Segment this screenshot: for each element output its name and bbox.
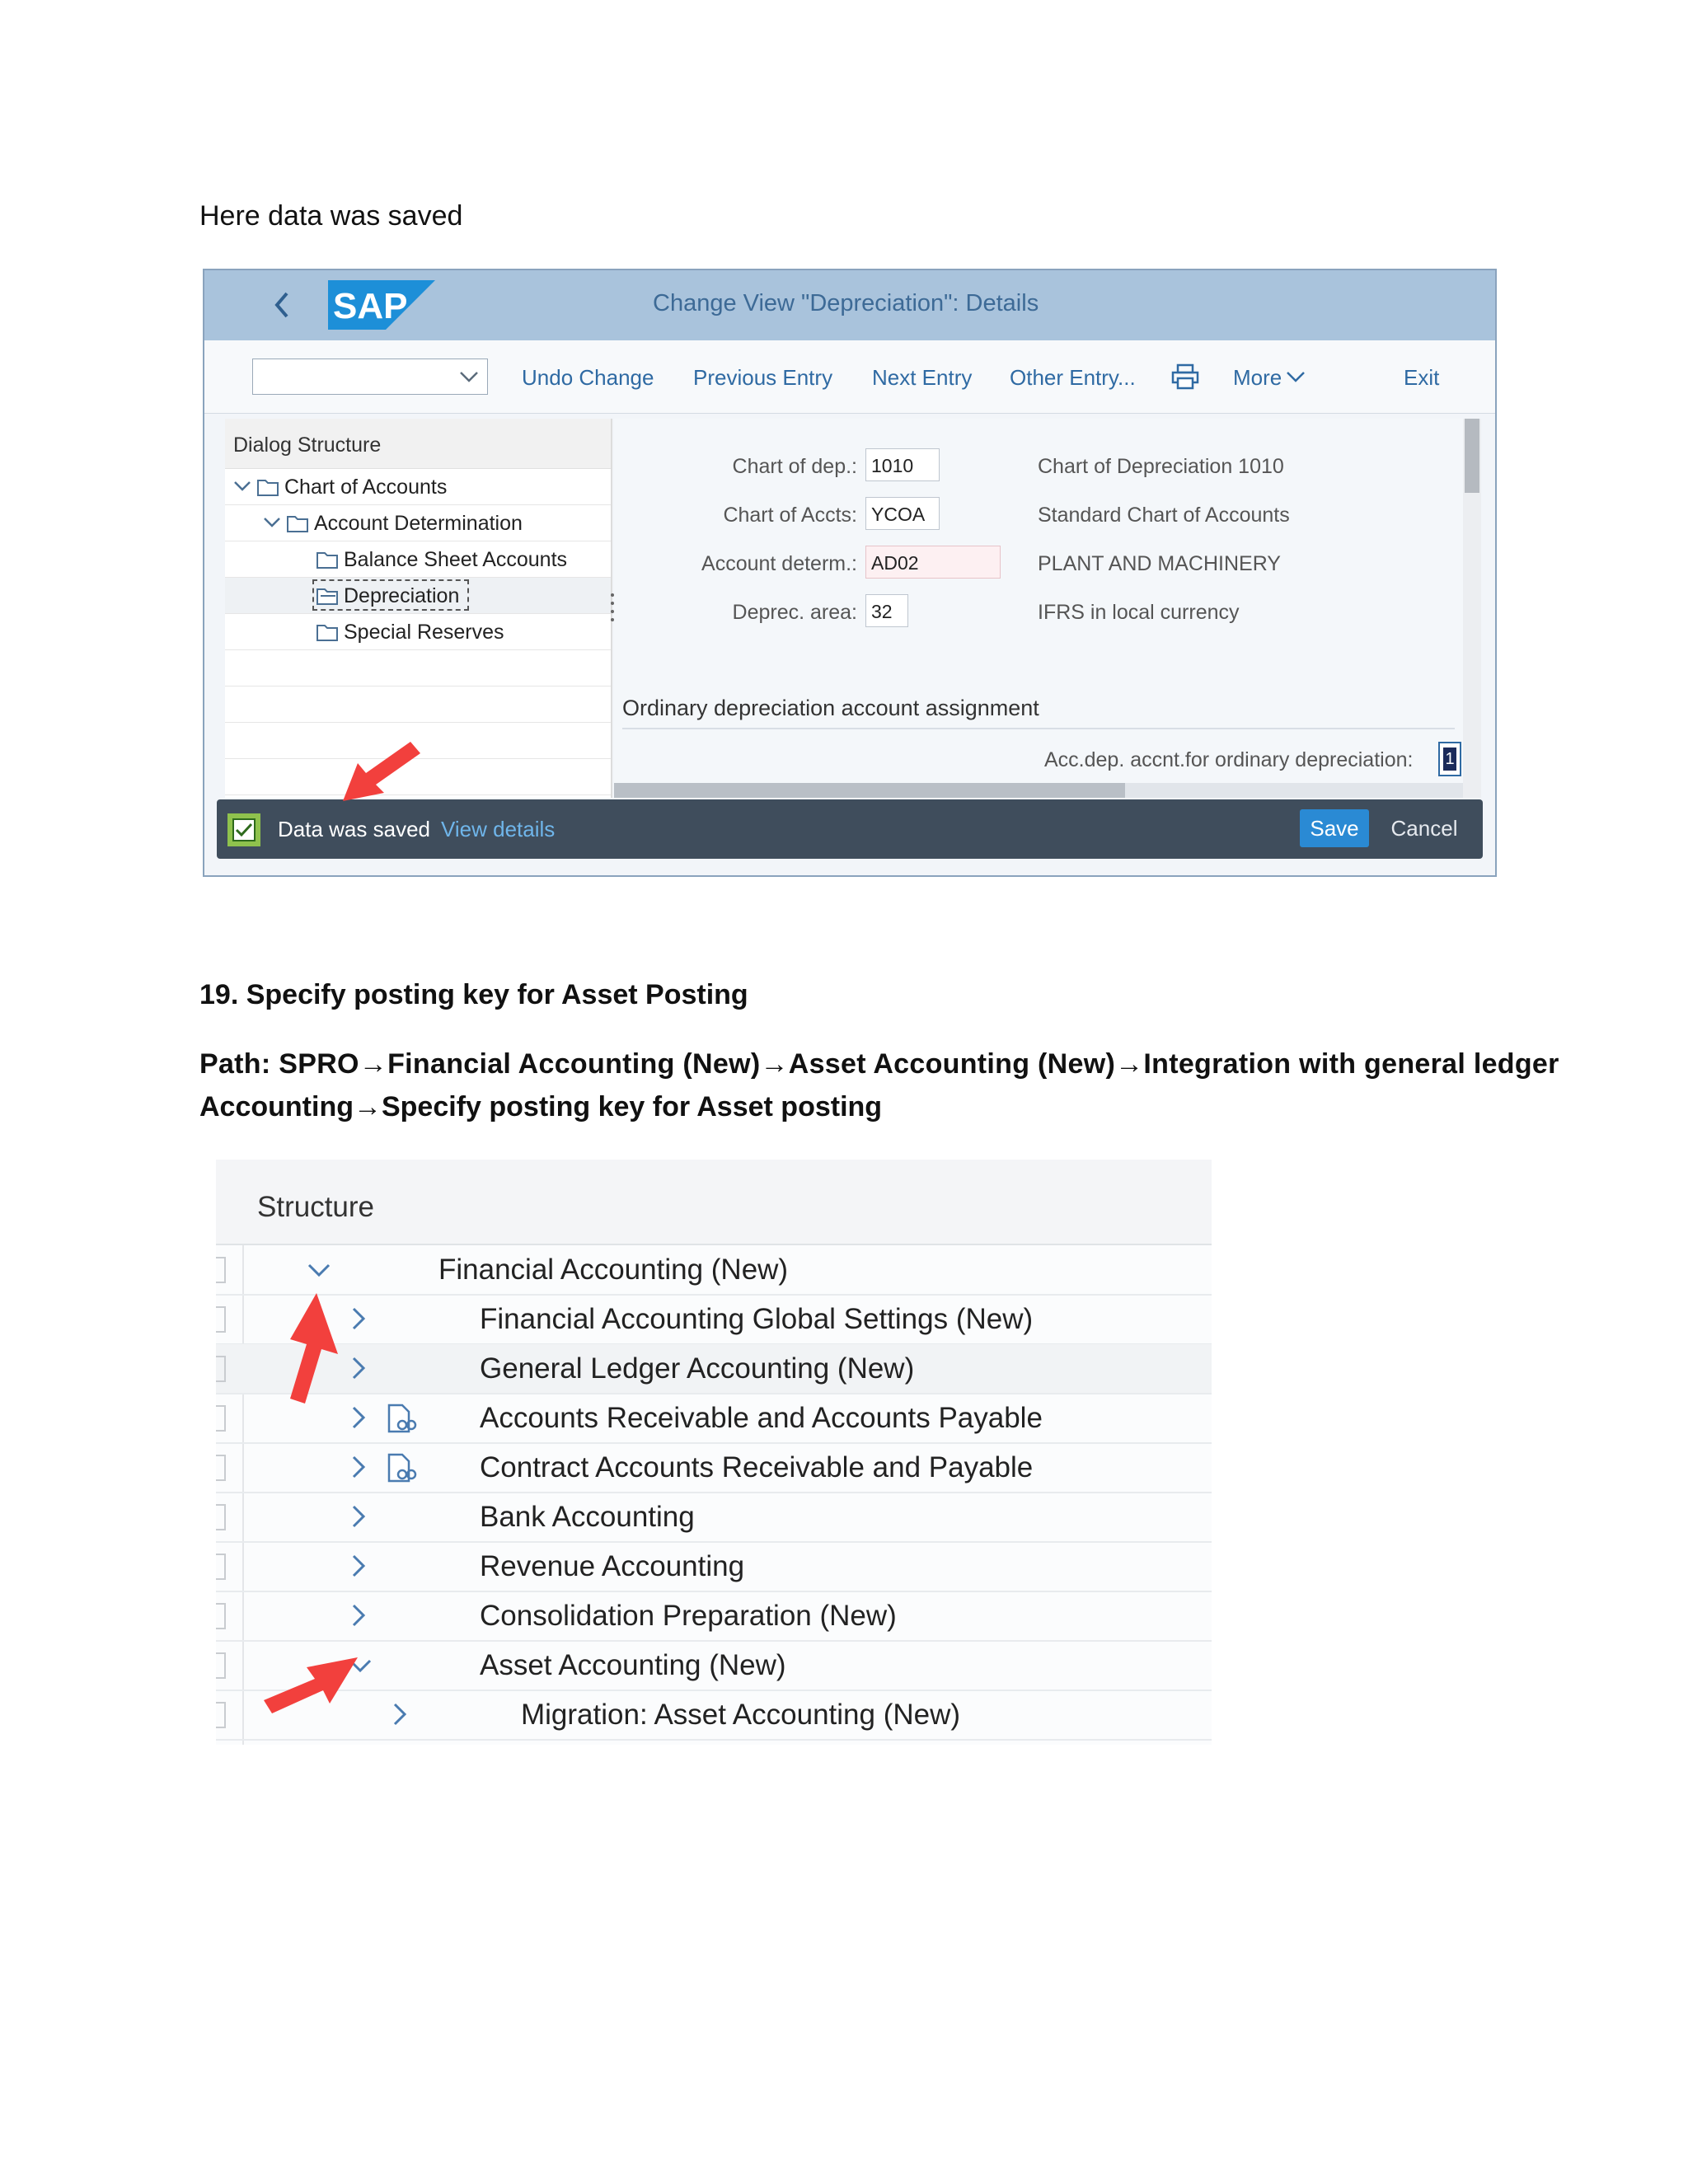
row-marker (216, 1455, 226, 1481)
folder-icon (256, 477, 279, 497)
sap-toolbar (204, 340, 1495, 414)
tree-empty-row (225, 650, 611, 687)
row-marker (216, 1603, 226, 1629)
horizontal-scrollbar[interactable] (614, 783, 1463, 798)
command-dropdown[interactable] (252, 359, 488, 395)
tree-row-bank-accounting[interactable]: Bank Accounting (216, 1493, 1212, 1543)
save-button[interactable]: Save (1300, 809, 1369, 847)
print-icon[interactable] (1171, 363, 1199, 390)
structure-header: Structure (257, 1191, 374, 1223)
row-marker (216, 1306, 226, 1333)
account-determ-field[interactable]: AD02 (865, 546, 1001, 579)
undo-change-button[interactable]: Undo Change (522, 365, 654, 390)
row-marker (216, 1356, 226, 1382)
row-marker (216, 1554, 226, 1580)
checkbox-success-icon (227, 813, 261, 847)
row-marker (216, 1405, 226, 1432)
section-heading: 19. Specify posting key for Asset Posting (199, 979, 748, 1010)
view-details-link[interactable]: View details (441, 817, 556, 841)
tree-item-depreciation[interactable]: Depreciation (225, 578, 611, 614)
sap-logo (328, 280, 435, 330)
chart-of-dep-desc: Chart of Depreciation 1010 (1038, 455, 1284, 478)
row-marker (216, 1702, 226, 1728)
chart-of-dep-field[interactable]: 1010 (865, 448, 940, 481)
tree-row-consolidation[interactable]: Consolidation Preparation (New) (216, 1591, 1212, 1642)
path-line-1: Path: SPRO→Financial Accounting (New)→Asset Accounting (New)→Integration with general ledger (199, 1048, 1559, 1080)
folder-icon (316, 622, 339, 642)
chevron-right-icon[interactable] (346, 1356, 371, 1380)
acc-dep-cursor: 1 (1443, 748, 1456, 771)
row-marker (216, 1504, 226, 1530)
tree-row-contract-accounts[interactable]: Contract Accounts Receivable and Payable (216, 1443, 1212, 1493)
documentation-icon[interactable] (384, 1404, 417, 1433)
vertical-scroll-thumb[interactable] (1465, 419, 1479, 493)
account-determ-desc: PLANT AND MACHINERY (1038, 552, 1281, 575)
next-entry-button[interactable]: Next Entry (872, 365, 973, 390)
chevron-down-icon[interactable] (263, 516, 281, 529)
annotation-arrow (260, 1652, 359, 1718)
exit-button[interactable]: Exit (1404, 365, 1440, 390)
deprec-area-desc: IFRS in local currency (1038, 601, 1240, 624)
tree-empty-row (225, 687, 611, 723)
dialog-structure-title: Dialog Structure (233, 434, 382, 457)
section-title: Ordinary depreciation account assignment (622, 696, 1039, 720)
sap-dialog-screenshot (203, 269, 1497, 877)
annotation-arrow (336, 740, 427, 806)
chevron-down-icon[interactable] (307, 1257, 331, 1282)
tree-row-revenue-accounting[interactable]: Revenue Accounting (216, 1542, 1212, 1592)
tree-item-chart-of-accounts[interactable]: Chart of Accounts (225, 469, 611, 505)
other-entry-button[interactable]: Other Entry... (1010, 365, 1136, 390)
tree-row-fa-global-settings[interactable]: Financial Accounting Global Settings (New) (216, 1295, 1212, 1345)
row-marker (216, 1652, 226, 1679)
chevron-right-icon[interactable] (346, 1306, 371, 1331)
folder-icon (286, 513, 309, 533)
horizontal-scroll-thumb[interactable] (614, 783, 1125, 798)
vertical-scrollbar[interactable] (1463, 419, 1481, 798)
field-label-chart-of-accts: Chart of Accts: (723, 504, 857, 527)
acc-dep-field[interactable] (1438, 742, 1461, 776)
annotation-arrow (265, 1291, 340, 1407)
tree-row-asset-accounting[interactable]: Asset Accounting (New) (216, 1641, 1212, 1691)
chart-of-accts-desc: Standard Chart of Accounts (1038, 504, 1290, 527)
sap-logo-text: SAP (333, 286, 408, 326)
tree-row-migration-asset-accounting[interactable]: Migration: Asset Accounting (New) (216, 1690, 1212, 1741)
field-label-chart-of-dep: Chart of dep.: (732, 455, 857, 478)
message-text: Data was saved (278, 817, 430, 841)
deprec-area-field[interactable]: 32 (865, 594, 908, 627)
more-button[interactable]: More (1233, 365, 1282, 390)
tree-row-financial-accounting[interactable]: Financial Accounting (New) (216, 1245, 1212, 1296)
chevron-right-icon[interactable] (346, 1455, 371, 1479)
chevron-down-icon (459, 369, 479, 384)
field-label-deprec-area: Deprec. area: (732, 601, 857, 624)
chevron-right-icon[interactable] (346, 1603, 371, 1628)
previous-entry-button[interactable]: Previous Entry (693, 365, 833, 390)
screen-title: Change View "Depreciation": Details (653, 290, 1039, 316)
intro-text: Here data was saved (199, 200, 463, 232)
tree-item-special-reserves[interactable]: Special Reserves (225, 614, 611, 650)
section-divider (622, 728, 1455, 729)
folder-icon (316, 550, 339, 569)
structure-header-bar (216, 1160, 1212, 1245)
chevron-right-icon[interactable] (346, 1554, 371, 1578)
back-icon[interactable] (270, 290, 295, 320)
row-marker (216, 1257, 226, 1283)
chevron-right-icon[interactable] (346, 1405, 371, 1430)
chevron-right-icon[interactable] (346, 1504, 371, 1529)
field-label-account-determ: Account determ.: (701, 552, 857, 575)
chevron-down-icon[interactable] (233, 480, 251, 493)
sap-title-bar (204, 270, 1495, 340)
folder-open-icon (316, 586, 339, 606)
cancel-button[interactable]: Cancel (1390, 816, 1458, 841)
documentation-icon[interactable] (384, 1453, 417, 1483)
structure-tree-screenshot (216, 1160, 1212, 1745)
message-bar (217, 799, 1483, 859)
chevron-right-icon[interactable] (387, 1702, 412, 1727)
tree-row-accounts-receivable-payable[interactable]: Accounts Receivable and Accounts Payable (216, 1394, 1212, 1444)
tree-row-general-ledger[interactable]: General Ledger Accounting (New) (216, 1344, 1212, 1394)
path-line-2: Accounting→Specify posting key for Asset posting (199, 1091, 883, 1122)
acc-dep-label: Acc.dep. accnt.for ordinary depreciation: (1044, 748, 1414, 771)
tree-item-account-determination[interactable]: Account Determination (225, 505, 611, 541)
tree-item-balance-sheet-accounts[interactable]: Balance Sheet Accounts (225, 541, 611, 578)
detail-panel (614, 419, 1463, 798)
more-chevron-down-icon (1286, 370, 1306, 383)
chart-of-accts-field[interactable]: YCOA (865, 497, 940, 530)
dialog-structure-header (225, 419, 611, 469)
